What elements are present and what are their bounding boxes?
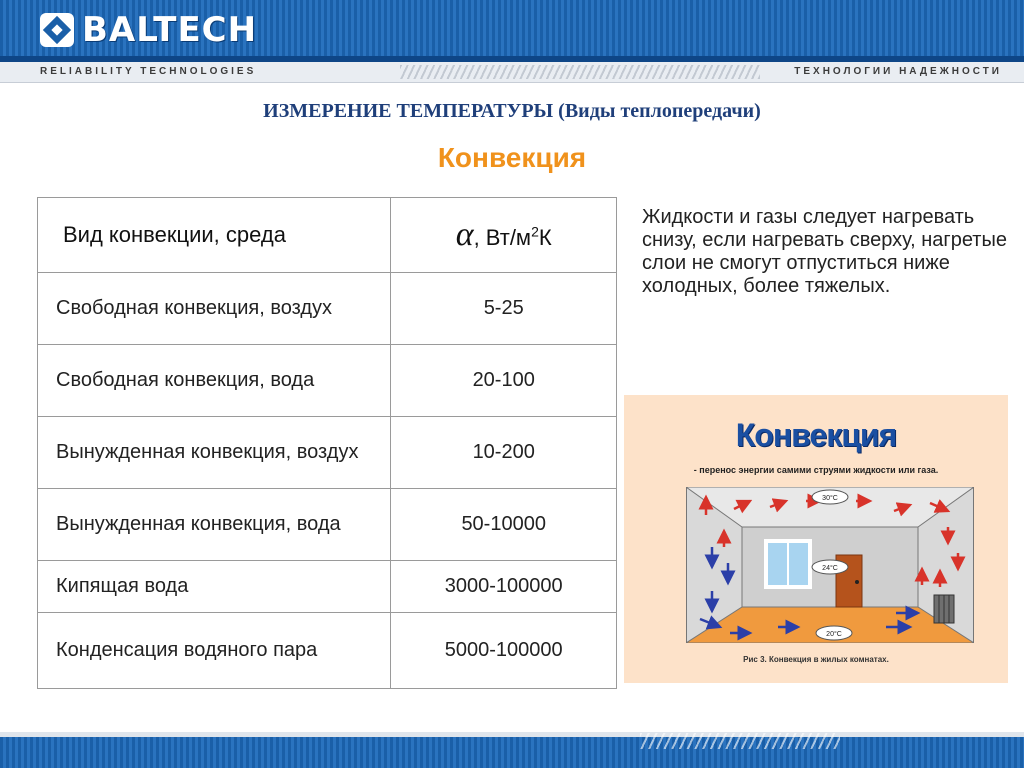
footer-hatch (640, 733, 840, 749)
table-row (38, 489, 617, 561)
illustration-subtitle: - перенос энергии самими струями жидкости или газа. (693, 465, 939, 475)
row-type: Вынужденная конвекция, вода (38, 489, 391, 561)
description-text: Жидкости и газы следует нагревать снизу, если нагревать сверху, нагретые слои не смогут отпуститься ниже холодных, более тяжелых. (642, 206, 1007, 297)
temp-badge-top (812, 490, 848, 504)
svg-text:30°C: 30°C (822, 495, 838, 502)
row-value: 5000-100000 (391, 613, 617, 689)
table-row (38, 417, 617, 489)
table-row (38, 613, 617, 689)
table-header-row (38, 198, 617, 273)
svg-text:20°C: 20°C (826, 631, 842, 638)
row-value: 3000-100000 (391, 561, 617, 613)
temp-badge-bottom (816, 626, 852, 640)
row-type: Кипящая вода (38, 561, 391, 613)
column-header-alpha (391, 198, 617, 273)
subheader-bar (0, 62, 1024, 83)
alpha-unit-sup: 2 (531, 223, 539, 240)
header-band (0, 0, 1024, 62)
footer-band (0, 732, 1024, 768)
page-title: ИЗМЕРЕНИЕ ТЕМПЕРАТУРЫ (Виды теплопередачи) (263, 100, 761, 122)
table-row (38, 345, 617, 417)
convection-illustration (624, 395, 1008, 683)
alpha-symbol: α (455, 216, 474, 253)
row-type: Свободная конвекция, вода (38, 345, 391, 417)
row-value: 5-25 (391, 273, 617, 345)
tagline-left: RELIABILITY TECHNOLOGIES (40, 66, 257, 77)
alpha-unit-end: К (538, 225, 552, 250)
convection-table (37, 197, 617, 689)
column-header-type: Вид конвекции, среда (38, 198, 391, 273)
tagline-right: ТЕХНОЛОГИИ НАДЕЖНОСТИ (794, 66, 1002, 77)
section-title: Конвекция (437, 142, 587, 173)
brand-logo (40, 10, 257, 50)
room-diagram (686, 487, 974, 643)
temp-badge-middle (812, 560, 848, 574)
alpha-unit: , Вт/м (473, 225, 532, 250)
decorative-stripes (400, 65, 760, 79)
row-type: Вынужденная конвекция, воздух (38, 417, 391, 489)
footer-strip (0, 732, 1024, 737)
logo-emblem-icon (40, 13, 74, 47)
table-row (38, 561, 617, 613)
table-row (38, 273, 617, 345)
row-value: 20-100 (391, 345, 617, 417)
illustration-caption: Рис 3. Конвекция в жилых комнатах. (743, 655, 889, 664)
row-type: Свободная конвекция, воздух (38, 273, 391, 345)
row-value: 10-200 (391, 417, 617, 489)
row-value: 50-10000 (391, 489, 617, 561)
row-type: Конденсация водяного пара (38, 613, 391, 689)
logo-text: BALTECH (82, 10, 258, 50)
illustration-title: Конвекция (735, 417, 897, 453)
svg-text:24°C: 24°C (822, 565, 838, 572)
